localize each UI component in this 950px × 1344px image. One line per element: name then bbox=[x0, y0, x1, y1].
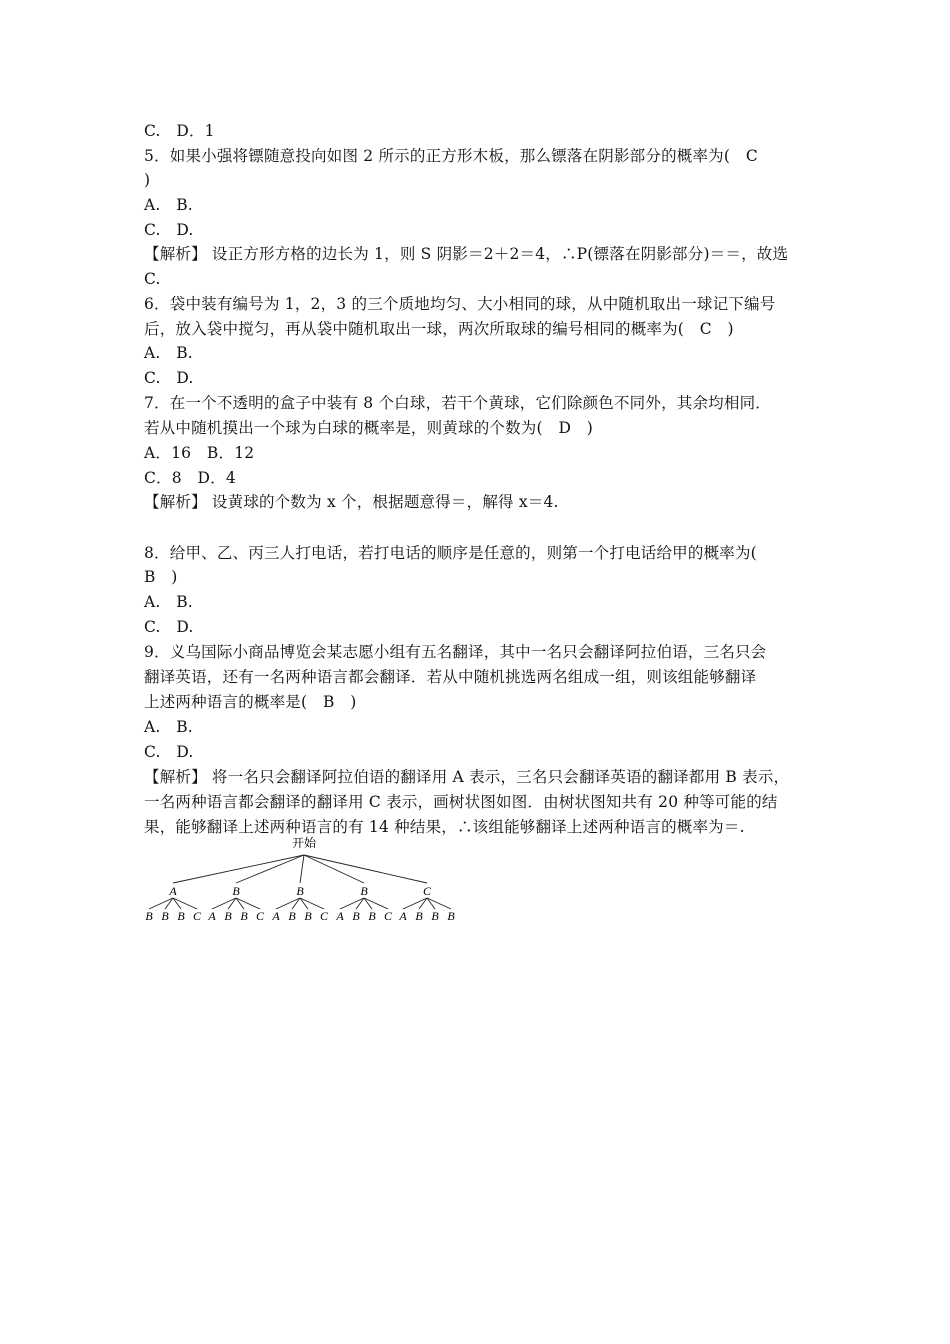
tree-node-level2: A bbox=[208, 909, 216, 923]
tree-node-level2: C bbox=[319, 909, 329, 923]
text-line: 【解析】 将一名只会翻译阿拉伯语的翻译用 A 表示，三名只会翻译英语的翻译都用 B 表示， bbox=[144, 768, 790, 786]
text-line: 若从中随机摸出一个球为白球的概率是，则黄球的个数为( D ) bbox=[144, 419, 594, 437]
tree-node-level2: A bbox=[272, 909, 280, 923]
text-line: C. D. bbox=[144, 618, 194, 636]
text-line: 上述两种语言的概率是( B ) bbox=[144, 693, 357, 711]
tree-node-level1: C bbox=[422, 884, 432, 898]
text-line: 【解析】 设正方形方格的边长为 1，则 S 阴影＝2＋2＝4，∴P(镖落在阴影部分)＝＝，故选 bbox=[144, 245, 789, 263]
tree-node-level2: B bbox=[177, 909, 185, 923]
text-line: 6．袋中装有编号为 1，2，3 的三个质地均匀、大小相同的球，从中随机取出一球记下编号 bbox=[144, 295, 776, 313]
tree-node-level1: B bbox=[232, 884, 240, 898]
tree-node-level1: B bbox=[360, 884, 368, 898]
text-line: C. D．1 bbox=[144, 122, 215, 140]
text-line: 7．在一个不透明的盒子中装有 8 个白球，若干个黄球，它们除颜色不同外，其余均相同． bbox=[144, 394, 771, 412]
text-line: C. D. bbox=[144, 743, 194, 761]
text-line: A. B. bbox=[144, 593, 193, 611]
tree-node-level2: B bbox=[368, 909, 376, 923]
text-line: 果，能够翻译上述两种语言的有 14 种结果，∴该组能够翻译上述两种语言的概率为＝. bbox=[144, 818, 745, 836]
text-line: 后，放入袋中搅匀，再从袋中随机取出一球，两次所取球的编号相同的概率为( C ) bbox=[144, 320, 734, 338]
text-line: 【解析】 设黄球的个数为 x 个，根据题意得＝，解得 x＝4. bbox=[144, 493, 559, 511]
text-line: A. B. bbox=[144, 344, 193, 362]
text-line: A．16 B．12 bbox=[144, 444, 255, 462]
text-line: 翻译英语，还有一名两种语言都会翻译．若从中随机挑选两名组成一组，则该组能够翻译 bbox=[144, 668, 757, 686]
tree-node-level2: B bbox=[240, 909, 248, 923]
tree-node-level1: B bbox=[296, 884, 304, 898]
tree-node-level2: C bbox=[192, 909, 202, 923]
text-line: 8．给甲、乙、丙三人打电话，若打电话的顺序是任意的，则第一个打电话给甲的概率为( bbox=[144, 544, 757, 562]
tree-node-level2: B bbox=[415, 909, 423, 923]
tree-node-level2: B bbox=[145, 909, 153, 923]
tree-diagram bbox=[0, 835, 950, 935]
tree-node-level1: A bbox=[169, 884, 177, 898]
tree-node-level2: C bbox=[383, 909, 393, 923]
text-line: A. B. bbox=[144, 718, 193, 736]
text-line: 5．如果小强将镖随意投向如图 2 所示的正方形木板，那么镖落在阴影部分的概率为( C bbox=[144, 147, 758, 165]
tree-node-level2: B bbox=[304, 909, 312, 923]
tree-node-level2: A bbox=[336, 909, 344, 923]
tree-node-level2: B bbox=[431, 909, 439, 923]
tree-branch bbox=[236, 855, 304, 883]
text-line: B ) bbox=[144, 568, 178, 586]
tree-branch bbox=[304, 855, 427, 883]
text-line: C. bbox=[144, 270, 161, 288]
text-line: C. D. bbox=[144, 221, 194, 239]
text-line: A. B. bbox=[144, 196, 193, 214]
tree-node-level2: B bbox=[224, 909, 232, 923]
tree-node-level2: B bbox=[161, 909, 169, 923]
tree-branch bbox=[173, 855, 304, 883]
text-line: ) bbox=[144, 171, 151, 189]
text-line: C. D. bbox=[144, 369, 194, 387]
text-line: 9．义乌国际小商品博览会某志愿小组有五名翻译，其中一名只会翻译阿拉伯语，三名只会 bbox=[144, 643, 767, 661]
text-line: 一名两种语言都会翻译的翻译用 C 表示，画树状图如图．由树状图知共有 20 种等可能的结 bbox=[144, 793, 778, 811]
tree-node-level2: B bbox=[288, 909, 296, 923]
tree-node-level2: C bbox=[255, 909, 265, 923]
text-line: C．8 D．4 bbox=[144, 469, 236, 487]
tree-root: 开始 bbox=[291, 836, 317, 850]
tree-branch bbox=[300, 855, 304, 883]
tree-node-level2: B bbox=[447, 909, 455, 923]
tree-node-level2: B bbox=[352, 909, 360, 923]
tree-branch bbox=[304, 855, 364, 883]
tree-node-level2: A bbox=[399, 909, 407, 923]
